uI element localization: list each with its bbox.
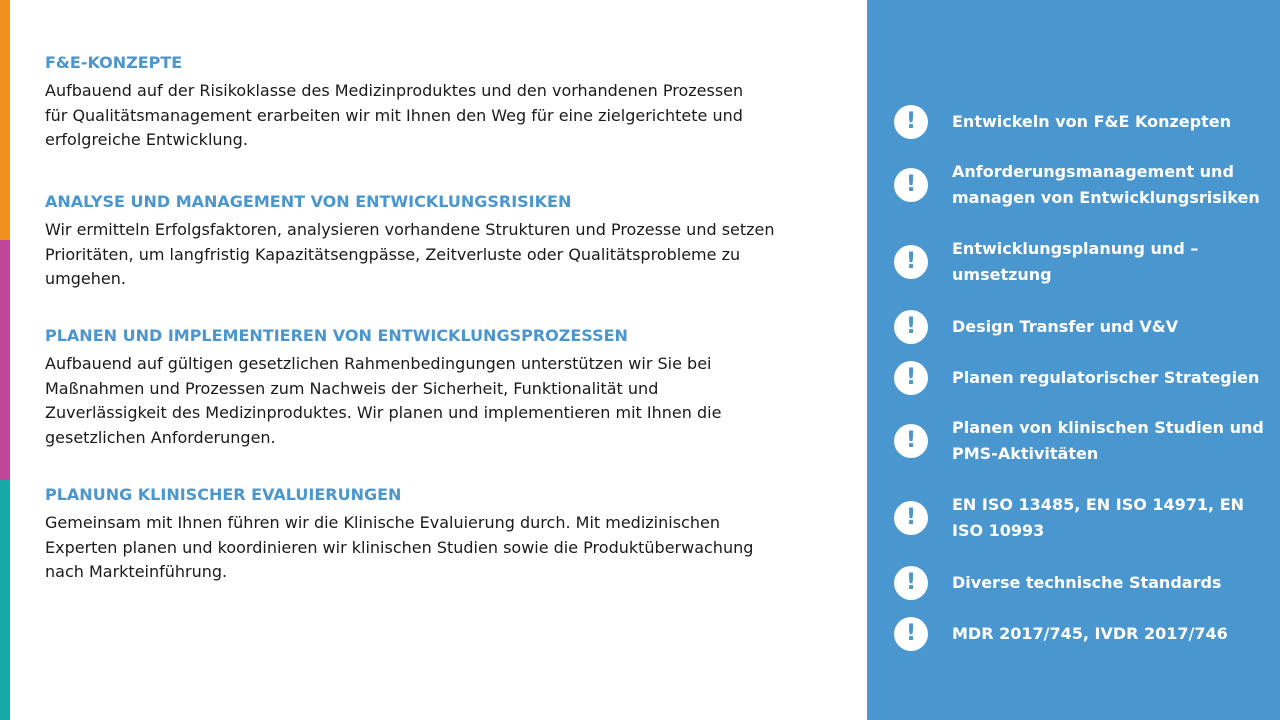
section-entwicklungsrisiken bbox=[45, 192, 815, 292]
section-title: F&E-KONZEPTE bbox=[45, 53, 183, 72]
sidebar-item-label: Design Transfer und V&V bbox=[952, 317, 1179, 336]
section-klinische-evaluierungen bbox=[45, 485, 815, 585]
services-sidebar bbox=[867, 0, 1280, 720]
sidebar-item bbox=[894, 415, 1274, 467]
accent-strip-teal bbox=[0, 480, 10, 720]
section-title: ANALYSE UND MANAGEMENT VON ENTWICKLUNGSRISIKEN bbox=[45, 192, 572, 211]
sidebar-item-label: Diverse technische Standards bbox=[952, 573, 1222, 592]
sidebar-item bbox=[894, 159, 1274, 211]
exclamation-icon: ! bbox=[894, 617, 928, 651]
exclamation-icon: ! bbox=[894, 168, 928, 202]
exclamation-icon: ! bbox=[894, 361, 928, 395]
exclamation-icon: ! bbox=[894, 566, 928, 600]
accent-strip-magenta bbox=[0, 240, 10, 480]
exclamation-icon: ! bbox=[894, 310, 928, 344]
sidebar-item-label: Entwicklungsplanung und – umsetzung bbox=[952, 239, 1199, 284]
sidebar-item-label: EN ISO 13485, EN ISO 14971, EN ISO 10993 bbox=[952, 495, 1245, 540]
exclamation-icon: ! bbox=[894, 105, 928, 139]
accent-strip-orange bbox=[0, 0, 10, 240]
section-entwicklungsprozesse bbox=[45, 326, 815, 450]
sidebar-item-label: Planen regulatorischer Strategien bbox=[952, 368, 1260, 387]
section-text: Gemeinsam mit Ihnen führen wir die Klinische Evaluierung durch. Mit medizinischen Experten planen und koordinieren wir klinischen Studien sowie die Produktüberwachung nach Markteinführung. bbox=[45, 513, 754, 581]
section-text: Aufbauend auf der Risikoklasse des Medizinproduktes und den vorhandenen Prozessen für Qualitätsmanagement erarbeiten wir mit Ihnen den Weg für eine zielgerichtete und erfolgreiche Entwicklung. bbox=[45, 81, 744, 149]
sidebar-item bbox=[894, 236, 1274, 288]
sidebar-item-label: Planen von klinischen Studien und PMS-Aktivitäten bbox=[952, 418, 1264, 463]
sidebar-item bbox=[894, 361, 1274, 395]
exclamation-icon: ! bbox=[894, 245, 928, 279]
sidebar-item-label: Entwickeln von F&E Konzepten bbox=[952, 112, 1231, 131]
section-text: Wir ermitteln Erfolgsfaktoren, analysieren vorhandene Strukturen und Prozesse und setzen Prioritäten, um langfristig Kapazitätsengpässe, Zeitverluste oder Qualitätsprobleme zu umgehen. bbox=[45, 220, 775, 288]
sidebar-item bbox=[894, 566, 1274, 600]
sidebar-item bbox=[894, 492, 1274, 544]
section-title: PLANEN UND IMPLEMENTIEREN VON ENTWICKLUNGSPROZESSEN bbox=[45, 326, 628, 345]
sidebar-item-label: MDR 2017/745, IVDR 2017/746 bbox=[952, 624, 1228, 643]
section-title: PLANUNG KLINISCHER EVALUIERUNGEN bbox=[45, 485, 402, 504]
sidebar-item bbox=[894, 310, 1274, 344]
section-text: Aufbauend auf gültigen gesetzlichen Rahmenbedingungen unterstützen wir Sie bei Maßnahmen und Prozessen zum Nachweis der Sicherheit, Funktionalität und Zuverlässigkeit des Medizinproduktes. Wir planen und implementieren mit Ihnen die gesetzlichen Anforderungen. bbox=[45, 354, 722, 447]
exclamation-icon: ! bbox=[894, 501, 928, 535]
sidebar-item bbox=[894, 617, 1274, 651]
sidebar-item bbox=[894, 105, 1274, 139]
section-fe-konzepte bbox=[45, 53, 815, 153]
exclamation-icon: ! bbox=[894, 424, 928, 458]
sidebar-item-label: Anforderungsmanagement und managen von Entwicklungsrisiken bbox=[952, 162, 1260, 207]
